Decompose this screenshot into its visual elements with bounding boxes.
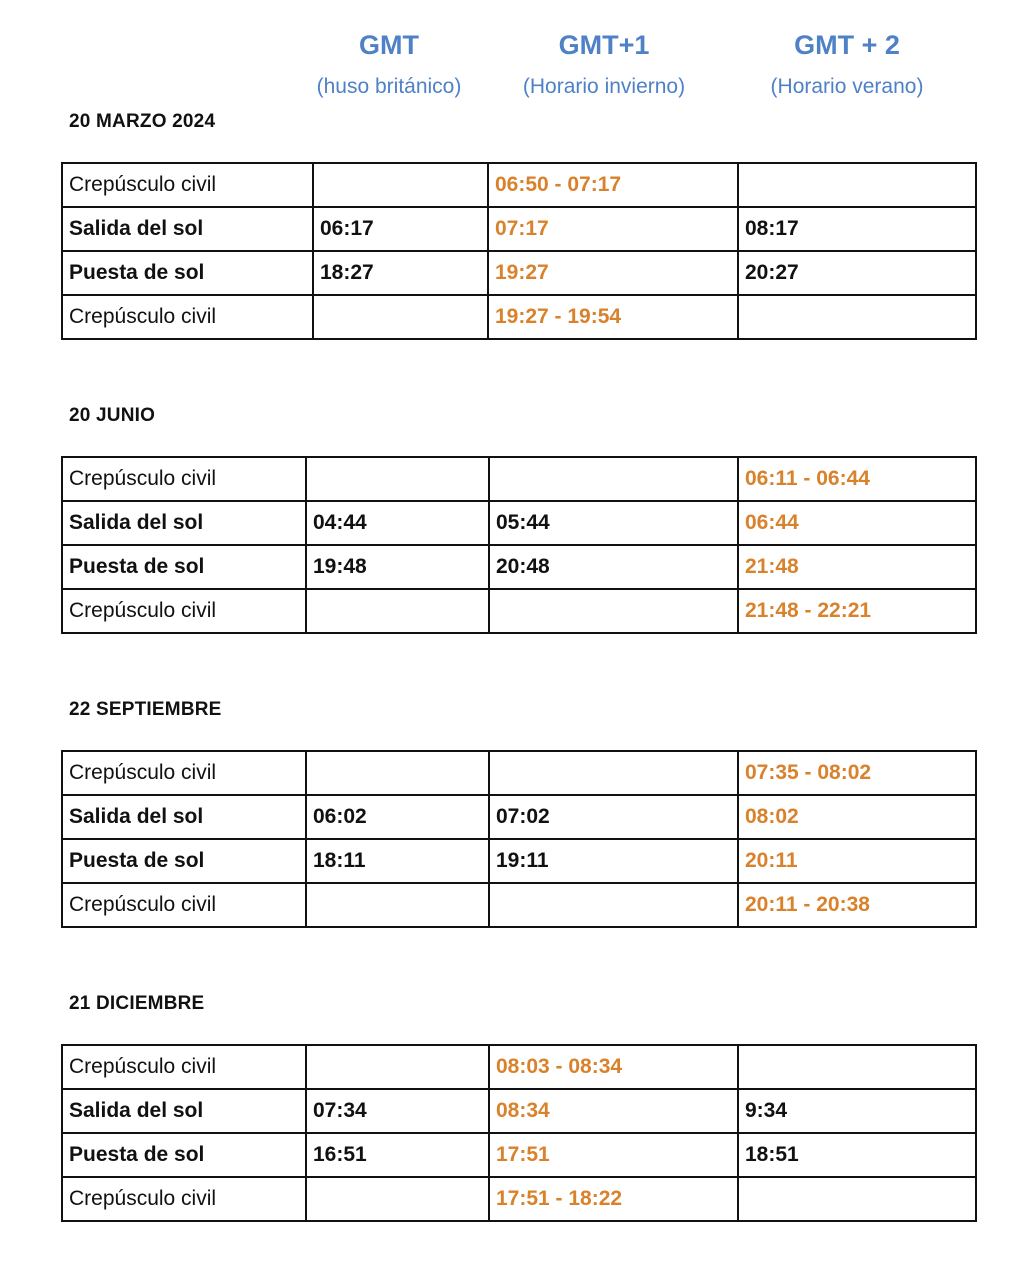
cell-gmt2: 20:27: [738, 251, 976, 295]
cell-gmt2: 08:17: [738, 207, 976, 251]
table-row: [62, 457, 976, 501]
cell-gmt2: 9:34: [738, 1089, 976, 1133]
row-label: Puesta de sol: [62, 1133, 306, 1177]
cell-gmt1: [489, 751, 738, 795]
row-label: Crepúsculo civil: [62, 295, 313, 339]
cell-gmt2: 18:51: [738, 1133, 976, 1177]
row-label: Puesta de sol: [62, 545, 306, 589]
cell-gmt: 18:11: [306, 839, 489, 883]
cell-gmt1: 19:27: [488, 251, 738, 295]
table-row: [62, 1089, 976, 1133]
cell-gmt1: 19:11: [489, 839, 738, 883]
row-label: Crepúsculo civil: [62, 163, 313, 207]
cell-gmt2: 06:44: [738, 501, 976, 545]
row-label: Salida del sol: [62, 501, 306, 545]
table-june: [61, 456, 977, 634]
row-label: Crepúsculo civil: [62, 457, 306, 501]
table-row: [62, 163, 976, 207]
cell-gmt2: 06:11 - 06:44: [738, 457, 976, 501]
cell-gmt: 19:48: [306, 545, 489, 589]
cell-gmt2: 20:11 - 20:38: [738, 883, 976, 927]
table-september: [61, 750, 977, 928]
table-row: [62, 545, 976, 589]
cell-gmt1: 17:51: [489, 1133, 738, 1177]
cell-gmt: 07:34: [306, 1089, 489, 1133]
cell-gmt: [313, 295, 488, 339]
cell-gmt: [306, 883, 489, 927]
cell-gmt1: [489, 457, 738, 501]
cell-gmt: 18:27: [313, 251, 488, 295]
cell-gmt2: 08:02: [738, 795, 976, 839]
cell-gmt2: [738, 295, 976, 339]
cell-gmt: [306, 1177, 489, 1221]
header-gmt1: [486, 28, 722, 101]
row-label: Salida del sol: [62, 1089, 306, 1133]
header-gmt1-title: GMT+1: [558, 30, 650, 60]
section-title-march: 20 MARZO 2024: [69, 111, 216, 132]
row-label: Puesta de sol: [62, 839, 306, 883]
table-row: [62, 839, 976, 883]
cell-gmt: [306, 1045, 489, 1089]
header-gmt-title: GMT: [359, 30, 419, 60]
header-gmt: [284, 28, 494, 101]
row-label: Puesta de sol: [62, 251, 313, 295]
table-march: [61, 162, 977, 340]
table-row: [62, 207, 976, 251]
cell-gmt1: 08:34: [489, 1089, 738, 1133]
row-label: Salida del sol: [62, 207, 313, 251]
row-label: Crepúsculo civil: [62, 751, 306, 795]
cell-gmt2: [738, 163, 976, 207]
cell-gmt: [306, 751, 489, 795]
cell-gmt2: 07:35 - 08:02: [738, 751, 976, 795]
row-label: Crepúsculo civil: [62, 589, 306, 633]
header-gmt2-subtitle: (Horario verano): [770, 75, 924, 98]
cell-gmt: 06:17: [313, 207, 488, 251]
cell-gmt1: 08:03 - 08:34: [489, 1045, 738, 1089]
table-row: [62, 1045, 976, 1089]
cell-gmt: [313, 163, 488, 207]
row-label: Crepúsculo civil: [62, 1045, 306, 1089]
table-row: [62, 251, 976, 295]
table-row: [62, 501, 976, 545]
cell-gmt1: 20:48: [489, 545, 738, 589]
header-gmt-subtitle: (huso británico): [316, 75, 462, 98]
cell-gmt1: 07:17: [488, 207, 738, 251]
cell-gmt: 04:44: [306, 501, 489, 545]
cell-gmt1: 19:27 - 19:54: [488, 295, 738, 339]
table-december: [61, 1044, 977, 1222]
section-title-june: 20 JUNIO: [69, 405, 156, 426]
cell-gmt2: 20:11: [738, 839, 976, 883]
header-gmt1-subtitle: (Horario invierno): [522, 75, 686, 98]
cell-gmt: 16:51: [306, 1133, 489, 1177]
table-row: [62, 883, 976, 927]
table-row: [62, 1133, 976, 1177]
cell-gmt1: 06:50 - 07:17: [488, 163, 738, 207]
header-gmt2-title: GMT + 2: [794, 30, 900, 60]
table-row: [62, 589, 976, 633]
cell-gmt1: 17:51 - 18:22: [489, 1177, 738, 1221]
cell-gmt: [306, 457, 489, 501]
table-row: [62, 295, 976, 339]
cell-gmt: 06:02: [306, 795, 489, 839]
row-label: Salida del sol: [62, 795, 306, 839]
cell-gmt1: [489, 589, 738, 633]
row-label: Crepúsculo civil: [62, 1177, 306, 1221]
row-label: Crepúsculo civil: [62, 883, 306, 927]
cell-gmt2: 21:48: [738, 545, 976, 589]
section-title-september: 22 SEPTIEMBRE: [69, 699, 222, 720]
table-row: [62, 1177, 976, 1221]
cell-gmt2: [738, 1177, 976, 1221]
cell-gmt1: 05:44: [489, 501, 738, 545]
header-gmt2: [737, 28, 957, 101]
table-row: [62, 751, 976, 795]
cell-gmt2: [738, 1045, 976, 1089]
cell-gmt1: [489, 883, 738, 927]
cell-gmt1: 07:02: [489, 795, 738, 839]
section-title-december: 21 DICIEMBRE: [69, 993, 205, 1014]
cell-gmt2: 21:48 - 22:21: [738, 589, 976, 633]
cell-gmt: [306, 589, 489, 633]
table-row: [62, 795, 976, 839]
